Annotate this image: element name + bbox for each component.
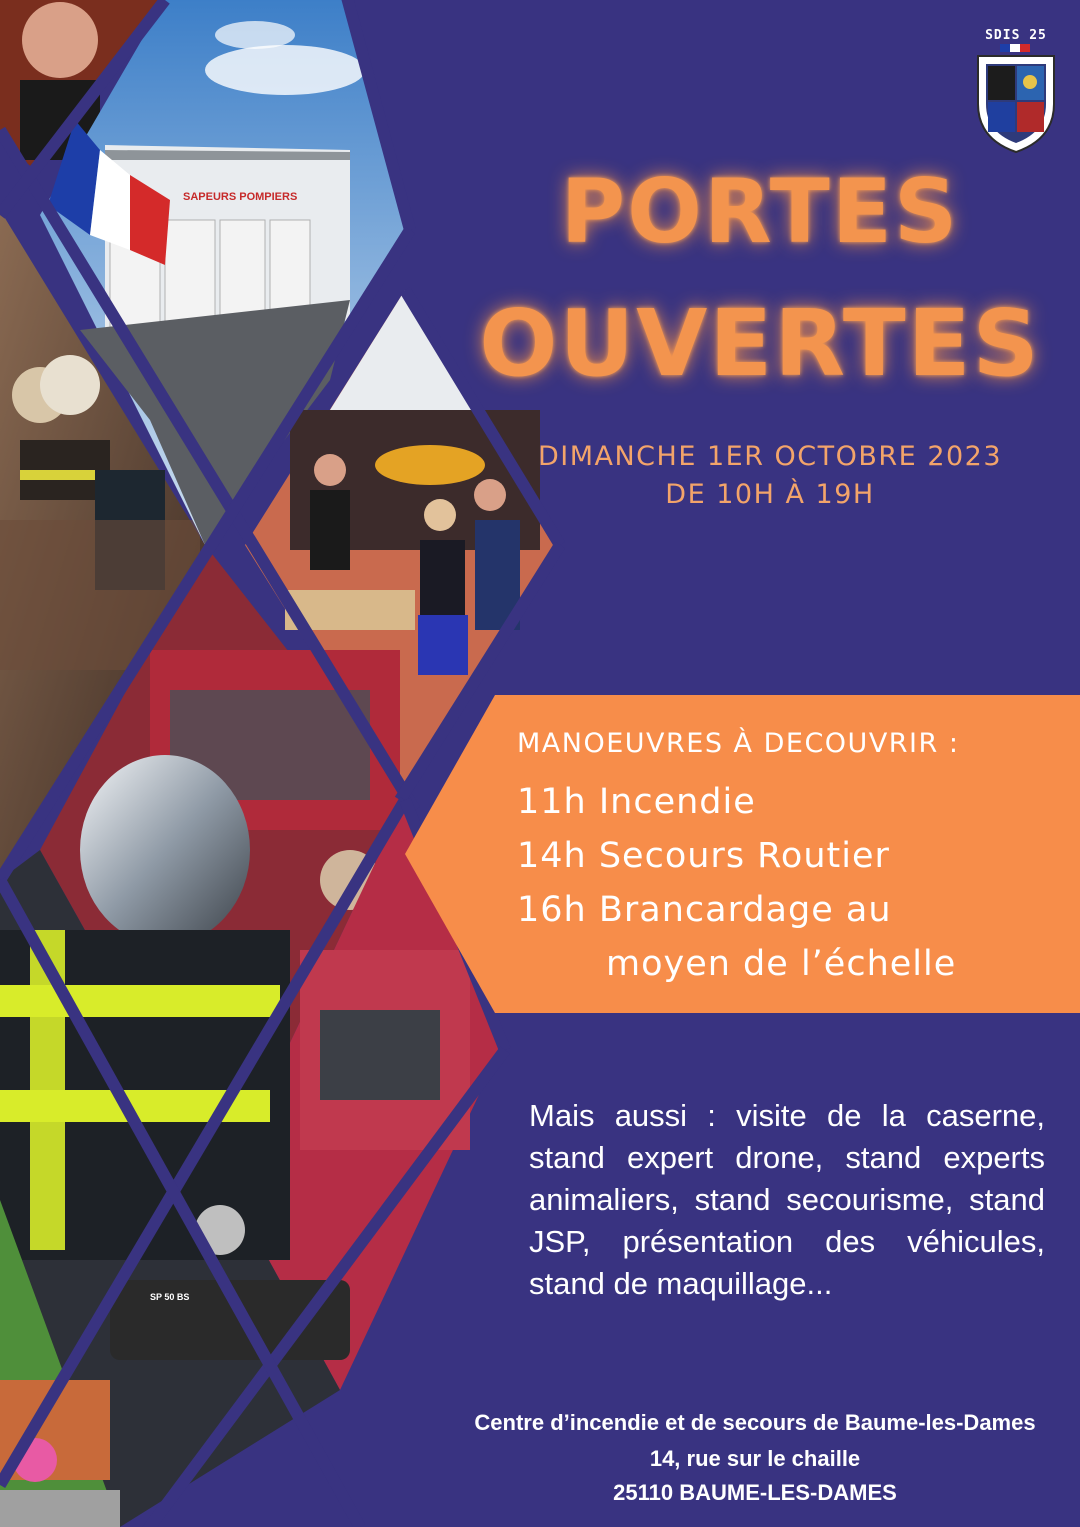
logo-text: SDIS 25 (985, 28, 1047, 43)
address-street: 14, rue sur le chaille (649, 1446, 861, 1471)
manoeuvre-item: 11h Incendie (517, 782, 756, 822)
event-hours: DE 10H À 19H (665, 479, 875, 510)
manoeuvre-item-continued: moyen de l’échelle (606, 944, 957, 984)
title-line-1: PORTES (560, 160, 960, 263)
manoeuvre-item: 14h Secours Routier (517, 836, 890, 876)
other-activities-text: Mais aussi : visite de la caserne, stand expert drone, stand experts animaliers, stand secourisme, stand JSP, présentation des véhicules, stand de maquillage... (529, 1098, 1045, 1301)
address-center-name: Centre d’incendie et de secours de Baume-les-Dames (474, 1410, 1036, 1435)
event-date: DIMANCHE 1ER OCTOBRE 2023 (537, 441, 1003, 472)
address-city: 25110 BAUME-LES-DAMES (613, 1480, 897, 1505)
manoeuvres-heading: MANOEUVRES À DECOUVRIR : (517, 728, 960, 759)
sdis25-crest-icon (972, 44, 1060, 154)
sdis25-logo (972, 28, 1060, 156)
tool-label: SP 50 BS (150, 1292, 190, 1302)
station-sign: SAPEURS POMPIERS (183, 191, 298, 203)
manoeuvre-item: 16h Brancardage au (517, 890, 892, 930)
title-line-2: OUVERTES (479, 290, 1041, 397)
